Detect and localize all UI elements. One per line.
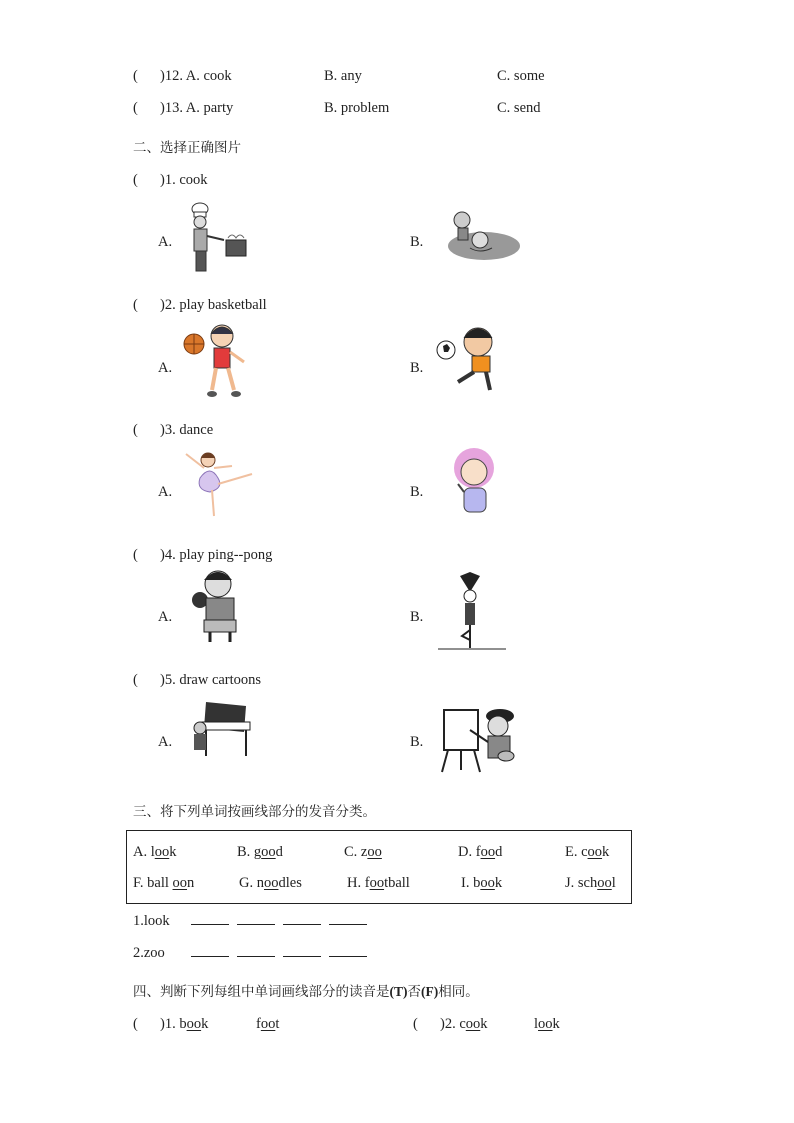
word-1: )1. book xyxy=(160,1016,209,1032)
answer-blank[interactable] xyxy=(283,912,321,925)
word-item: J. school xyxy=(565,875,616,891)
answer-blank[interactable] xyxy=(237,912,275,925)
word-item: B. good xyxy=(237,844,283,860)
singing-girl-picture xyxy=(448,446,504,518)
word-item: D. food xyxy=(458,844,503,860)
paren: ( xyxy=(413,1016,418,1032)
word-item: A. look xyxy=(133,844,177,860)
word-item: G. noodles xyxy=(239,875,302,891)
basketball-player-picture xyxy=(182,322,252,400)
option-a-label: A. xyxy=(158,609,173,625)
word-box xyxy=(126,830,632,904)
answer-blank[interactable] xyxy=(237,944,275,957)
word-1: )2. cook xyxy=(440,1016,488,1032)
option-c: C. some xyxy=(497,68,545,84)
paren: ( xyxy=(133,172,138,188)
option-a: )12. A. cook xyxy=(160,68,232,84)
painter-easel-picture xyxy=(440,702,520,774)
option-b-label: B. xyxy=(410,234,424,250)
question-label: )5. draw cartoons xyxy=(160,672,262,688)
option-b-label: B. xyxy=(410,360,424,376)
word-2: look xyxy=(534,1016,560,1032)
ballet-dancer-picture xyxy=(184,448,256,520)
section-4-title: 四、判断下列每组中单词画线部分的读音是(T)否(F)相同。 xyxy=(133,984,479,1000)
question-label: )2. play basketball xyxy=(160,297,267,313)
answer-blank[interactable] xyxy=(329,912,367,925)
paren: ( xyxy=(133,547,138,563)
word-item: F. ball oon xyxy=(133,875,195,891)
answer-blank[interactable] xyxy=(329,944,367,957)
paren: ( xyxy=(133,422,138,438)
option-b-label: B. xyxy=(410,609,424,625)
question-label: )4. play ping--pong xyxy=(160,547,273,563)
yoga-pose-picture xyxy=(436,570,508,652)
option-c: C. send xyxy=(497,100,541,116)
section-3-title: 三、将下列单词按画线部分的发音分类。 xyxy=(133,804,376,820)
option-a-label: A. xyxy=(158,234,173,250)
answer-blank[interactable] xyxy=(191,912,229,925)
word-item: C. zoo xyxy=(344,844,382,860)
classify-label: 2.zoo xyxy=(133,945,165,961)
classify-row-look xyxy=(133,912,375,930)
answer-blank[interactable] xyxy=(283,944,321,957)
option-a-label: A. xyxy=(158,734,173,750)
question-label: )3. dance xyxy=(160,422,214,438)
paren: ( xyxy=(133,672,138,688)
option-a-label: A. xyxy=(158,360,173,376)
option-b: B. problem xyxy=(324,100,390,116)
chef-cooking-picture xyxy=(180,200,252,274)
paren: ( xyxy=(133,68,138,84)
football-player-picture xyxy=(434,324,506,396)
option-a-label: A. xyxy=(158,484,173,500)
section-2-title: 二、选择正确图片 xyxy=(133,140,241,156)
answer-blank[interactable] xyxy=(191,944,229,957)
classify-row-zoo xyxy=(133,944,375,962)
option-b-label: B. xyxy=(410,484,424,500)
word-2: foot xyxy=(256,1016,280,1032)
question-label: )1. cook xyxy=(160,172,208,188)
ping-pong-player-picture xyxy=(188,568,250,648)
option-b: B. any xyxy=(324,68,362,84)
option-a: )13. A. party xyxy=(160,100,234,116)
word-item: E. cook xyxy=(565,844,610,860)
classify-label: 1.look xyxy=(133,913,170,929)
piano-player-picture xyxy=(188,698,252,760)
word-item: H. football xyxy=(347,875,410,891)
paren: ( xyxy=(133,1016,138,1032)
word-item: I. book xyxy=(461,875,503,891)
option-b-label: B. xyxy=(410,734,424,750)
paren: ( xyxy=(133,100,138,116)
swimming-kids-picture xyxy=(440,208,520,264)
paren: ( xyxy=(133,297,138,313)
